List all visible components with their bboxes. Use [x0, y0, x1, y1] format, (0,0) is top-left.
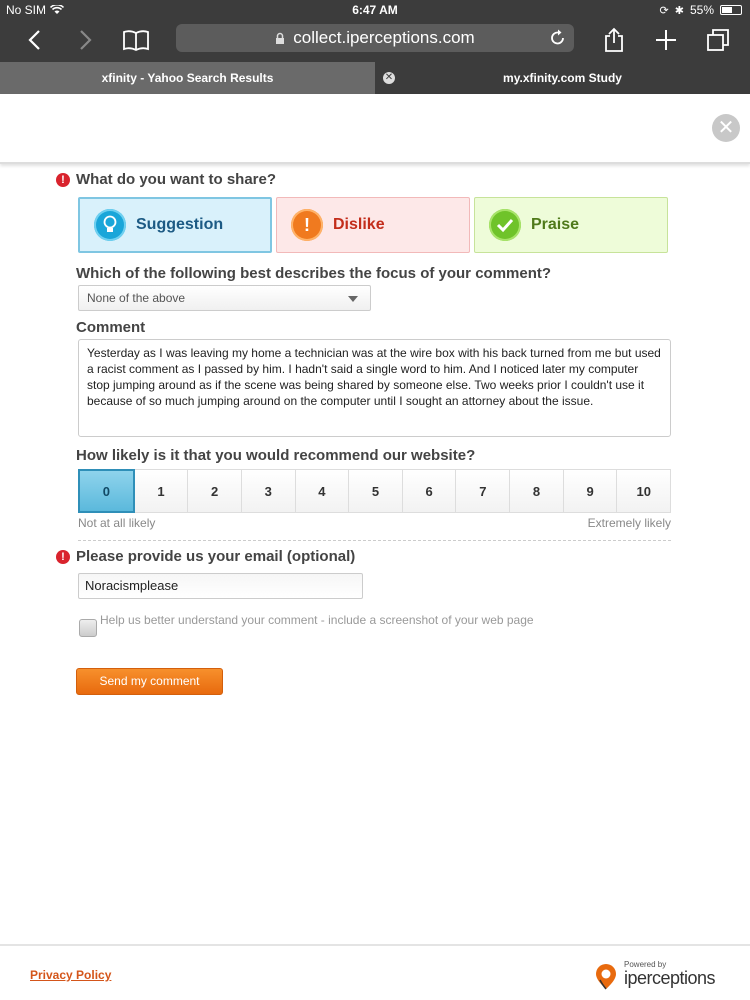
chevron-down-icon — [348, 296, 358, 302]
new-tab-button[interactable] — [648, 24, 684, 56]
battery-percent: 55% — [689, 3, 714, 17]
address-bar[interactable] — [176, 24, 574, 52]
share-button[interactable] — [596, 24, 632, 56]
screenshot-checkbox-label: Help us better understand your comment - include a screenshot of your web page — [100, 613, 534, 627]
praise-button[interactable] — [474, 197, 668, 253]
share-question: ! What do you want to share? — [76, 171, 276, 188]
back-button[interactable] — [16, 24, 52, 56]
battery-icon — [720, 5, 742, 15]
chevron-right-icon — [79, 29, 93, 51]
clock: 6:47 AM — [352, 3, 398, 17]
scale-option-5[interactable]: 5 — [349, 469, 403, 513]
bluetooth-icon: ✱ — [674, 4, 684, 17]
scale-option-9[interactable]: 9 — [564, 469, 618, 513]
bookmarks-button[interactable] — [118, 24, 154, 56]
comment-textarea[interactable]: Yesterday as I was leaving my home a technician was at the wire box with his back turned from me but used a racist comment as I passed by him. I hadn't said a single word to him. And I noticed later my computer stop jumping around as if the scene was being shared by someone else. Two weeks prior I couldn't use it because of so much jumping around on the computer until I sought an attorney about the issue. — [78, 339, 671, 437]
suggestion-button[interactable] — [78, 197, 272, 253]
required-icon: ! — [56, 550, 70, 564]
scale-option-7[interactable]: 7 — [456, 469, 510, 513]
orientation-lock-icon: ⟳ — [659, 4, 669, 17]
close-icon: ✕ — [717, 117, 735, 139]
focus-question: Which of the following best describes the focus of your comment? — [76, 265, 552, 282]
status-bar — [0, 0, 750, 20]
lightbulb-icon — [94, 209, 126, 241]
plus-icon — [655, 29, 677, 51]
scale-option-10[interactable]: 10 — [617, 469, 671, 513]
scale-option-0[interactable]: 0 — [78, 469, 135, 513]
scale-option-3[interactable]: 3 — [242, 469, 296, 513]
close-survey-button[interactable] — [712, 114, 740, 142]
recommend-question: How likely is it that you would recommend our website? — [76, 447, 476, 464]
powered-by-logo — [594, 958, 720, 994]
forward-button[interactable] — [68, 24, 104, 56]
screenshot-checkbox[interactable] — [79, 619, 97, 637]
scale-low-label: Not at all likely — [78, 516, 156, 530]
browser-toolbar — [0, 20, 750, 62]
scale-option-8[interactable]: 8 — [510, 469, 564, 513]
privacy-policy-link[interactable]: Privacy Policy — [30, 968, 112, 982]
dislike-button[interactable] — [276, 197, 470, 253]
url-text: collect.iperceptions.com — [293, 28, 475, 47]
browser-chrome — [0, 0, 750, 94]
praise-label: Praise — [531, 216, 580, 233]
tab-yahoo-search[interactable] — [0, 62, 375, 94]
send-comment-button[interactable]: Send my comment — [76, 668, 223, 695]
tabs-icon — [706, 28, 730, 52]
book-icon — [122, 29, 150, 51]
tab-bar — [0, 62, 750, 94]
scale-option-6[interactable]: 6 — [403, 469, 457, 513]
section-divider — [78, 540, 671, 541]
scale-option-2[interactable]: 2 — [188, 469, 242, 513]
close-tab-icon[interactable]: ✕ — [384, 72, 394, 83]
scale-option-4[interactable]: 4 — [296, 469, 350, 513]
chevron-left-icon — [27, 29, 41, 51]
scale-option-1[interactable]: 1 — [135, 469, 189, 513]
tab-label: my.xfinity.com Study — [503, 71, 622, 85]
checkmark-icon — [489, 209, 521, 241]
dislike-label: Dislike — [333, 216, 385, 233]
email-field[interactable]: Noracismplease — [78, 573, 363, 599]
tabs-overview-button[interactable] — [700, 24, 736, 56]
comment-label: Comment — [76, 319, 146, 336]
warning-icon: ! — [291, 209, 323, 241]
focus-selected-value: None of the above — [87, 291, 186, 305]
tab-xfinity-study[interactable] — [375, 62, 750, 94]
carrier-label: No SIM — [6, 3, 47, 17]
powered-by-text: Powered by — [624, 960, 667, 969]
brand-name: iperceptions — [624, 968, 716, 988]
tab-label: xfinity - Yahoo Search Results — [101, 71, 274, 85]
lock-icon — [275, 32, 285, 45]
survey-header — [0, 94, 750, 164]
reload-icon[interactable] — [550, 29, 566, 46]
suggestion-label: Suggestion — [136, 216, 224, 233]
iperceptions-logo-icon — [594, 964, 618, 990]
scale-high-label: Extremely likely — [587, 516, 671, 530]
share-icon — [603, 27, 625, 53]
recommend-scale — [78, 469, 671, 513]
footer — [0, 944, 750, 1000]
email-question: ! Please provide us your email (optional) — [76, 548, 355, 565]
focus-select[interactable] — [78, 285, 371, 311]
required-icon: ! — [56, 173, 70, 187]
